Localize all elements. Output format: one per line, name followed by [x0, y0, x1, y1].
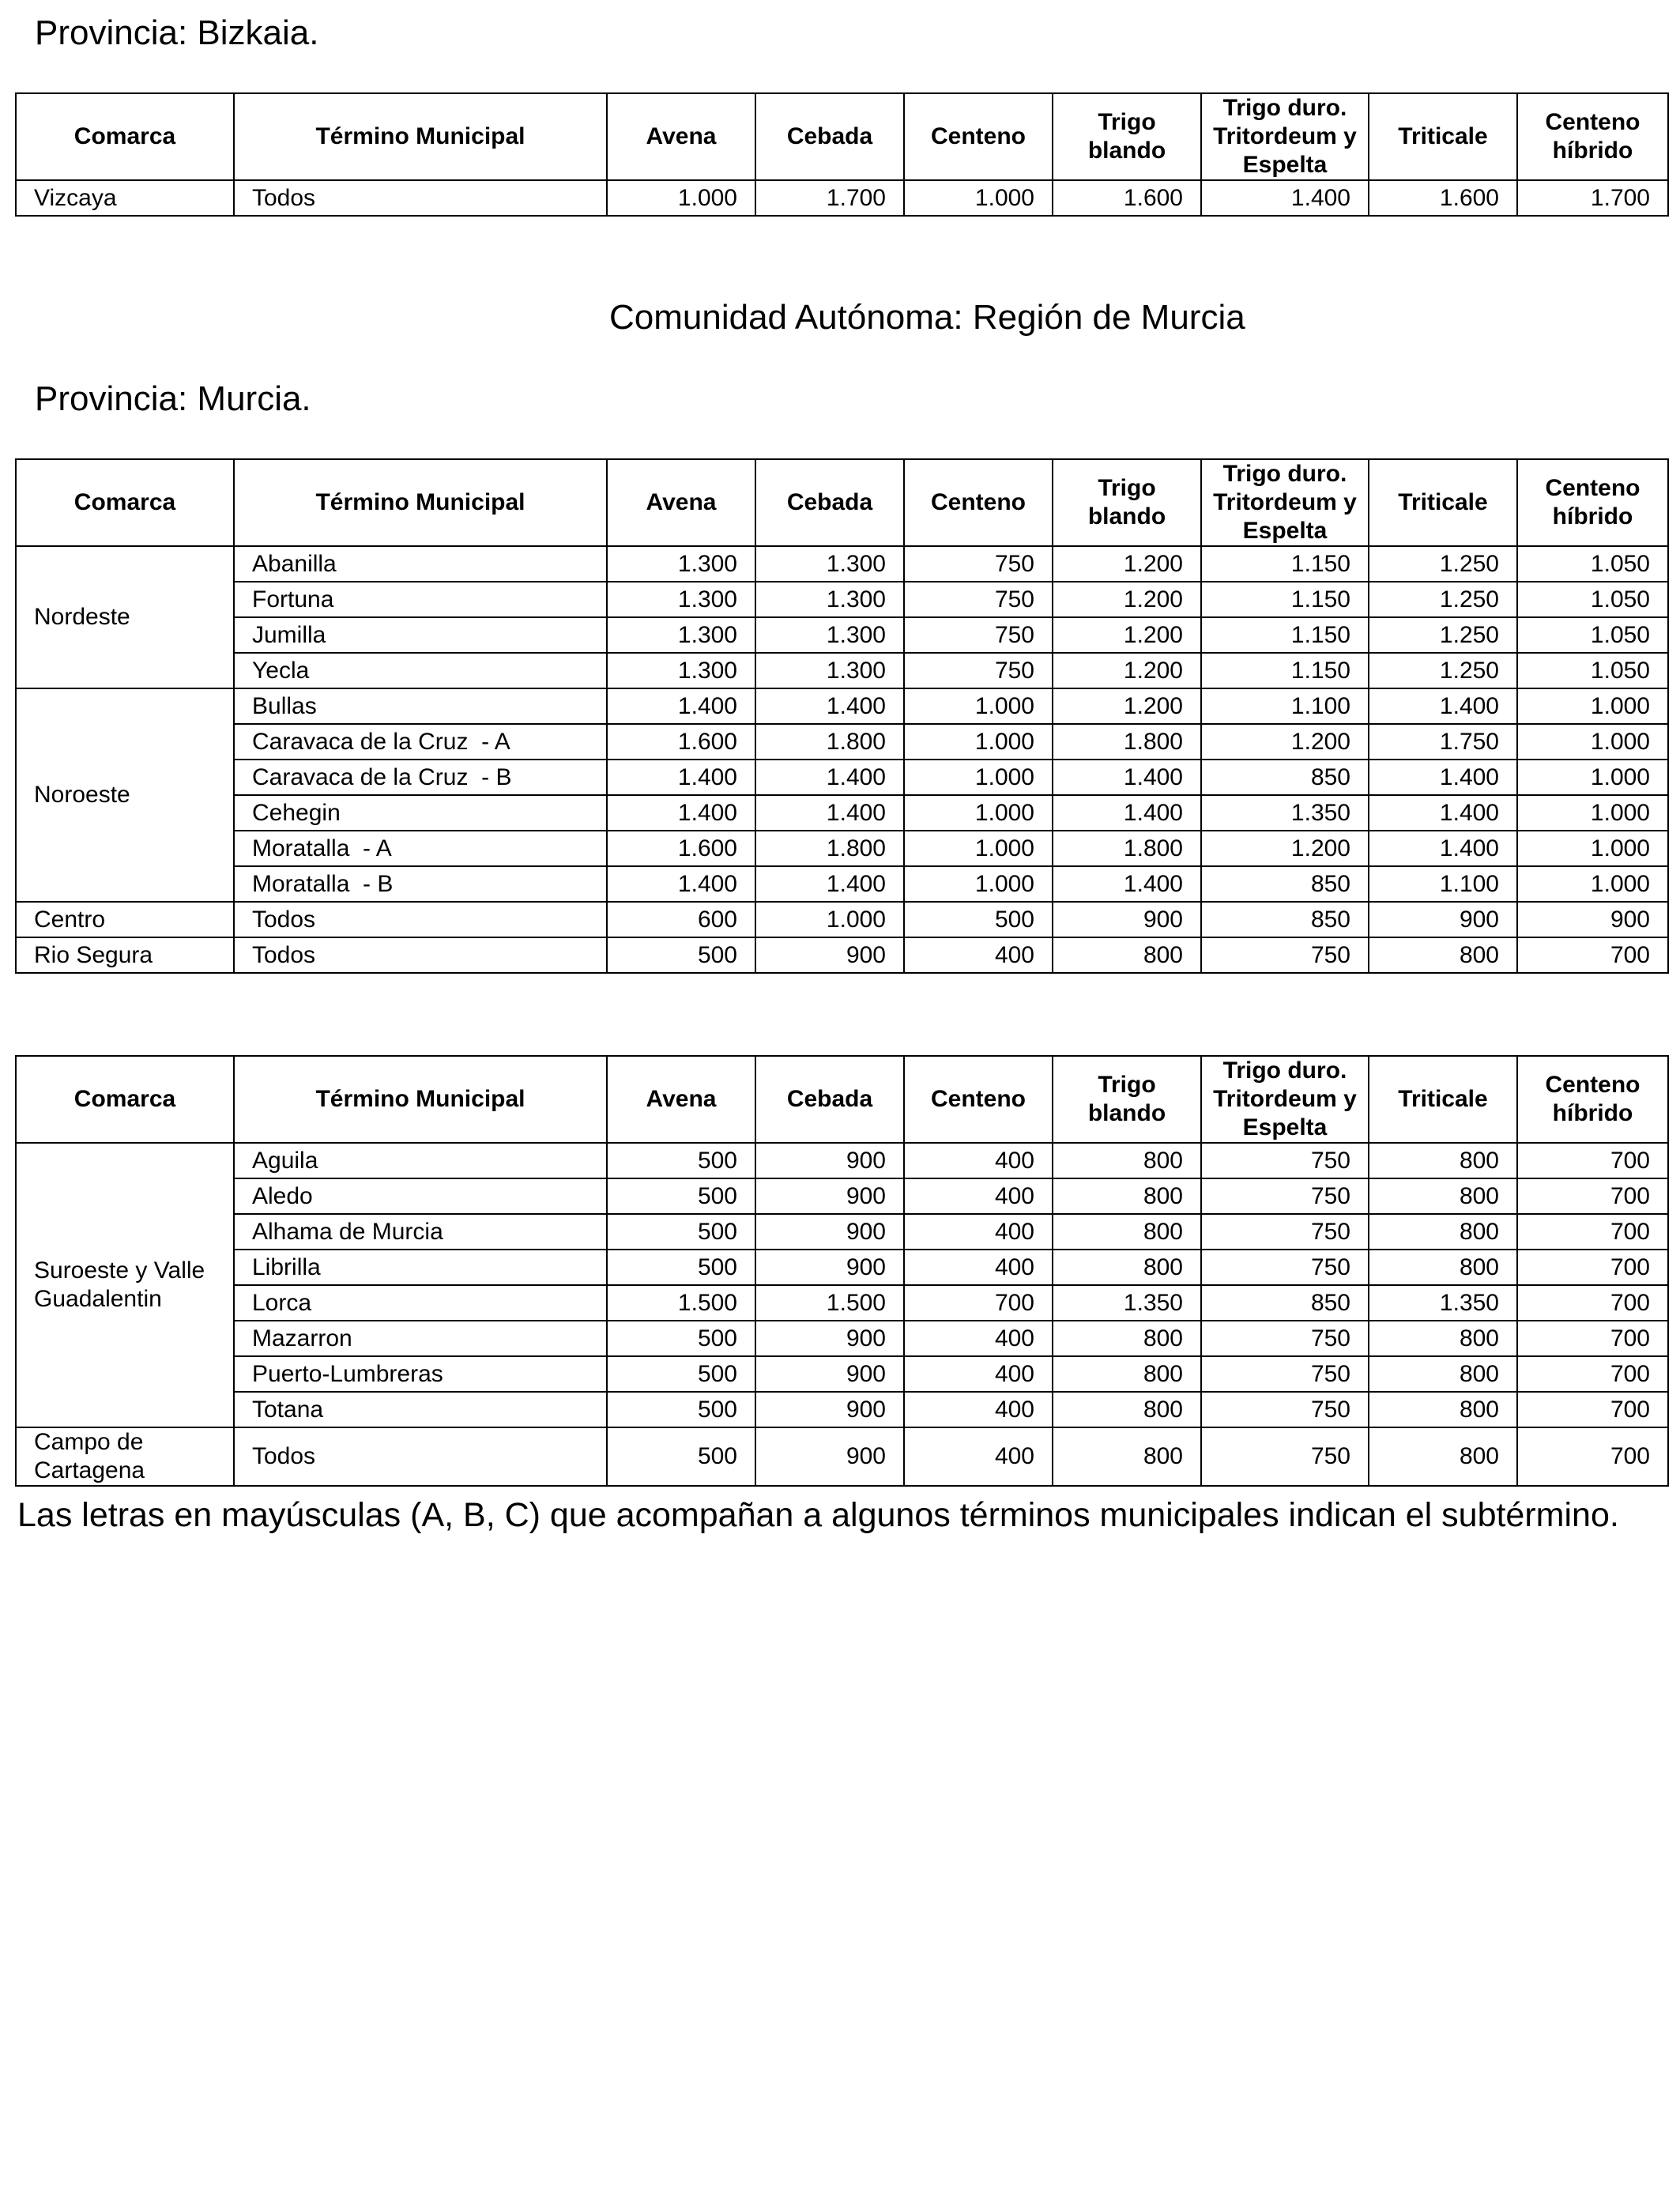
value-cell: 1.000: [607, 180, 755, 216]
value-cell: 750: [904, 617, 1053, 653]
value-cell: 1.400: [607, 688, 755, 724]
value-cell: 1.400: [607, 760, 755, 795]
comarca-cell: Centro: [16, 902, 234, 937]
value-cell: 800: [1369, 1321, 1517, 1356]
value-cell: 400: [904, 1392, 1053, 1427]
value-cell: 800: [1053, 1214, 1201, 1250]
column-header: Comarca: [16, 1056, 234, 1143]
value-cell: 1.250: [1369, 582, 1517, 617]
municipio-cell: Mazarron: [234, 1321, 607, 1356]
column-header: Término Municipal: [234, 459, 607, 546]
column-header: Trigo duro. Tritordeum y Espelta: [1201, 1056, 1369, 1143]
yield-table-murcia-south: [15, 1055, 1669, 1487]
value-cell: 800: [1369, 1356, 1517, 1392]
municipio-cell: Librilla: [234, 1250, 607, 1285]
value-cell: 1.300: [607, 582, 755, 617]
column-header: Trigo blando: [1053, 93, 1201, 180]
value-cell: 1.000: [904, 760, 1053, 795]
municipio-cell: Lorca: [234, 1285, 607, 1321]
table-row: [16, 866, 1668, 902]
column-header: Triticale: [1369, 1056, 1517, 1143]
value-cell: 500: [607, 937, 755, 973]
value-cell: 1.000: [904, 724, 1053, 760]
value-cell: 1.150: [1201, 582, 1369, 617]
value-cell: 500: [607, 1250, 755, 1285]
value-cell: 500: [607, 1178, 755, 1214]
municipio-cell: Todos: [234, 1427, 607, 1486]
comarca-cell: Campo de Cartagena: [16, 1427, 234, 1486]
value-cell: 1.400: [755, 866, 904, 902]
value-cell: 800: [1053, 1143, 1201, 1178]
value-cell: 1.500: [607, 1285, 755, 1321]
value-cell: 750: [1201, 1250, 1369, 1285]
value-cell: 1.400: [1369, 688, 1517, 724]
comarca-cell: Rio Segura: [16, 937, 234, 973]
value-cell: 1.700: [755, 180, 904, 216]
value-cell: 500: [607, 1143, 755, 1178]
value-cell: 1.200: [1053, 582, 1201, 617]
table-row: [16, 546, 1668, 582]
value-cell: 1.200: [1053, 617, 1201, 653]
column-header: Centeno: [904, 93, 1053, 180]
value-cell: 1.600: [1369, 180, 1517, 216]
value-cell: 900: [755, 1214, 904, 1250]
value-cell: 900: [755, 1143, 904, 1178]
value-cell: 500: [607, 1356, 755, 1392]
column-header: Centeno híbrido: [1517, 459, 1668, 546]
value-cell: 800: [1369, 1392, 1517, 1427]
value-cell: 1.150: [1201, 617, 1369, 653]
value-cell: 1.600: [607, 831, 755, 866]
municipio-cell: Bullas: [234, 688, 607, 724]
value-cell: 500: [607, 1392, 755, 1427]
value-cell: 750: [1201, 1356, 1369, 1392]
value-cell: 1.200: [1201, 831, 1369, 866]
value-cell: 900: [755, 1250, 904, 1285]
value-cell: 700: [1517, 1143, 1668, 1178]
value-cell: 1.400: [607, 866, 755, 902]
value-cell: 1.200: [1053, 688, 1201, 724]
value-cell: 1.300: [607, 617, 755, 653]
value-cell: 700: [1517, 1392, 1668, 1427]
municipio-cell: Alhama de Murcia: [234, 1214, 607, 1250]
value-cell: 1.300: [755, 653, 904, 688]
value-cell: 800: [1369, 1427, 1517, 1486]
value-cell: 900: [755, 1392, 904, 1427]
value-cell: 1.000: [1517, 795, 1668, 831]
value-cell: 400: [904, 1214, 1053, 1250]
value-cell: 400: [904, 1250, 1053, 1285]
column-header: Centeno híbrido: [1517, 1056, 1668, 1143]
value-cell: 1.000: [904, 831, 1053, 866]
yield-table-bizkaia: [15, 92, 1669, 217]
value-cell: 800: [1053, 1178, 1201, 1214]
municipio-cell: Puerto-Lumbreras: [234, 1356, 607, 1392]
column-header: Término Municipal: [234, 93, 607, 180]
value-cell: 750: [1201, 1214, 1369, 1250]
value-cell: 1.200: [1053, 546, 1201, 582]
municipio-cell: Fortuna: [234, 582, 607, 617]
column-header: Trigo blando: [1053, 1056, 1201, 1143]
value-cell: 1.200: [1053, 653, 1201, 688]
column-header: Triticale: [1369, 93, 1517, 180]
value-cell: 850: [1201, 902, 1369, 937]
value-cell: 900: [755, 937, 904, 973]
value-cell: 1.250: [1369, 617, 1517, 653]
table-row: [16, 1143, 1668, 1178]
value-cell: 700: [1517, 1214, 1668, 1250]
table-row: [16, 1285, 1668, 1321]
value-cell: 750: [904, 653, 1053, 688]
value-cell: 1.750: [1369, 724, 1517, 760]
table-row: [16, 1427, 1668, 1486]
value-cell: 800: [1369, 937, 1517, 973]
value-cell: 750: [904, 582, 1053, 617]
table-row: [16, 653, 1668, 688]
value-cell: 1.000: [1517, 866, 1668, 902]
comarca-cell: Noroeste: [16, 688, 234, 902]
column-header: Cebada: [755, 93, 904, 180]
column-header: Trigo duro. Tritordeum y Espelta: [1201, 93, 1369, 180]
value-cell: 1.400: [755, 688, 904, 724]
column-header: Trigo blando: [1053, 459, 1201, 546]
value-cell: 800: [1369, 1214, 1517, 1250]
value-cell: 800: [1053, 1356, 1201, 1392]
column-header: Avena: [607, 93, 755, 180]
value-cell: 1.300: [755, 582, 904, 617]
value-cell: 1.050: [1517, 653, 1668, 688]
table-row: [16, 1321, 1668, 1356]
value-cell: 850: [1201, 866, 1369, 902]
value-cell: 700: [904, 1285, 1053, 1321]
value-cell: 750: [1201, 1321, 1369, 1356]
table-row: [16, 582, 1668, 617]
table-row: [16, 1392, 1668, 1427]
table-row: [16, 180, 1668, 216]
municipio-cell: Caravaca de la Cruz - A: [234, 724, 607, 760]
value-cell: 1.300: [755, 617, 904, 653]
value-cell: 750: [1201, 1392, 1369, 1427]
value-cell: 1.400: [1369, 760, 1517, 795]
table-row: [16, 1178, 1668, 1214]
value-cell: 1.300: [755, 546, 904, 582]
value-cell: 1.100: [1201, 688, 1369, 724]
value-cell: 1.800: [1053, 724, 1201, 760]
table-row: [16, 902, 1668, 937]
value-cell: 900: [755, 1321, 904, 1356]
value-cell: 500: [607, 1214, 755, 1250]
value-cell: 800: [1053, 1321, 1201, 1356]
comarca-cell: Vizcaya: [16, 180, 234, 216]
value-cell: 1.150: [1201, 653, 1369, 688]
value-cell: 1.150: [1201, 546, 1369, 582]
value-cell: 1.600: [607, 724, 755, 760]
comunidad-murcia-heading: Comunidad Autónoma: Región de Murcia: [609, 298, 1245, 337]
value-cell: 1.800: [755, 724, 904, 760]
value-cell: 800: [1053, 1427, 1201, 1486]
value-cell: 750: [1201, 1178, 1369, 1214]
comarca-cell: Nordeste: [16, 546, 234, 688]
provincia-murcia-heading: Provincia: Murcia.: [35, 379, 311, 418]
value-cell: 700: [1517, 1285, 1668, 1321]
value-cell: 700: [1517, 937, 1668, 973]
value-cell: 500: [904, 902, 1053, 937]
municipio-cell: Totana: [234, 1392, 607, 1427]
value-cell: 900: [755, 1178, 904, 1214]
table-row: [16, 1250, 1668, 1285]
column-header: Comarca: [16, 459, 234, 546]
value-cell: 1.200: [1201, 724, 1369, 760]
value-cell: 1.300: [607, 653, 755, 688]
value-cell: 400: [904, 937, 1053, 973]
comarca-cell: Suroeste y Valle Guadalentin: [16, 1143, 234, 1427]
value-cell: 800: [1369, 1178, 1517, 1214]
value-cell: 1.100: [1369, 866, 1517, 902]
value-cell: 850: [1201, 1285, 1369, 1321]
value-cell: 1.400: [1369, 795, 1517, 831]
value-cell: 900: [1053, 902, 1201, 937]
value-cell: 1.400: [1369, 831, 1517, 866]
municipio-cell: Todos: [234, 180, 607, 216]
value-cell: 700: [1517, 1321, 1668, 1356]
municipio-cell: Cehegin: [234, 795, 607, 831]
value-cell: 1.500: [755, 1285, 904, 1321]
value-cell: 1.000: [755, 902, 904, 937]
value-cell: 1.000: [1517, 724, 1668, 760]
value-cell: 850: [1201, 760, 1369, 795]
municipio-cell: Todos: [234, 937, 607, 973]
header-row: [16, 93, 1668, 180]
municipio-cell: Caravaca de la Cruz - B: [234, 760, 607, 795]
value-cell: 700: [1517, 1427, 1668, 1486]
table-row: [16, 795, 1668, 831]
value-cell: 900: [755, 1356, 904, 1392]
table-row: [16, 831, 1668, 866]
header-row: [16, 1056, 1668, 1143]
value-cell: 1.350: [1201, 795, 1369, 831]
column-header: Trigo duro. Tritordeum y Espelta: [1201, 459, 1369, 546]
column-header: Cebada: [755, 459, 904, 546]
column-header: Cebada: [755, 1056, 904, 1143]
column-header: Centeno híbrido: [1517, 93, 1668, 180]
value-cell: 1.400: [1201, 180, 1369, 216]
column-header: Avena: [607, 1056, 755, 1143]
column-header: Término Municipal: [234, 1056, 607, 1143]
column-header: Avena: [607, 459, 755, 546]
value-cell: 1.400: [1053, 760, 1201, 795]
value-cell: 1.400: [755, 795, 904, 831]
value-cell: 400: [904, 1356, 1053, 1392]
value-cell: 1.000: [904, 795, 1053, 831]
value-cell: 1.000: [1517, 688, 1668, 724]
value-cell: 700: [1517, 1356, 1668, 1392]
table-row: [16, 724, 1668, 760]
value-cell: 1.050: [1517, 617, 1668, 653]
value-cell: 800: [1053, 1250, 1201, 1285]
column-header: Centeno: [904, 459, 1053, 546]
value-cell: 1.000: [1517, 760, 1668, 795]
column-header: Triticale: [1369, 459, 1517, 546]
value-cell: 400: [904, 1143, 1053, 1178]
municipio-cell: Abanilla: [234, 546, 607, 582]
value-cell: 500: [607, 1321, 755, 1356]
municipio-cell: Jumilla: [234, 617, 607, 653]
municipio-cell: Yecla: [234, 653, 607, 688]
municipio-cell: Aledo: [234, 1178, 607, 1214]
municipio-cell: Aguila: [234, 1143, 607, 1178]
footnote: Las letras en mayúsculas (A, B, C) que acompañan a algunos términos municipales indican el subtérmino.: [17, 1496, 1619, 1534]
value-cell: 1.300: [607, 546, 755, 582]
value-cell: 500: [607, 1427, 755, 1486]
value-cell: 1.350: [1369, 1285, 1517, 1321]
municipio-cell: Moratalla - B: [234, 866, 607, 902]
value-cell: 800: [1369, 1143, 1517, 1178]
value-cell: 1.000: [904, 688, 1053, 724]
column-header: Comarca: [16, 93, 234, 180]
value-cell: 750: [1201, 1143, 1369, 1178]
table-row: [16, 1356, 1668, 1392]
value-cell: 1.400: [755, 760, 904, 795]
value-cell: 900: [1369, 902, 1517, 937]
value-cell: 1.800: [1053, 831, 1201, 866]
value-cell: 800: [1053, 1392, 1201, 1427]
value-cell: 1.000: [904, 866, 1053, 902]
value-cell: 1.250: [1369, 546, 1517, 582]
value-cell: 1.000: [1517, 831, 1668, 866]
value-cell: 1.800: [755, 831, 904, 866]
table-row: [16, 617, 1668, 653]
value-cell: 1.050: [1517, 546, 1668, 582]
value-cell: 750: [1201, 1427, 1369, 1486]
value-cell: 1.250: [1369, 653, 1517, 688]
column-header: Centeno: [904, 1056, 1053, 1143]
value-cell: 1.700: [1517, 180, 1668, 216]
value-cell: 750: [1201, 937, 1369, 973]
yield-table-murcia-north: [15, 458, 1669, 974]
value-cell: 1.350: [1053, 1285, 1201, 1321]
value-cell: 800: [1369, 1250, 1517, 1285]
municipio-cell: Moratalla - A: [234, 831, 607, 866]
municipio-cell: Todos: [234, 902, 607, 937]
value-cell: 1.050: [1517, 582, 1668, 617]
value-cell: 1.400: [1053, 795, 1201, 831]
value-cell: 900: [1517, 902, 1668, 937]
table-row: [16, 1214, 1668, 1250]
value-cell: 1.400: [607, 795, 755, 831]
table-row: [16, 760, 1668, 795]
value-cell: 1.600: [1053, 180, 1201, 216]
value-cell: 700: [1517, 1250, 1668, 1285]
value-cell: 400: [904, 1321, 1053, 1356]
header-row: [16, 459, 1668, 546]
value-cell: 600: [607, 902, 755, 937]
provincia-bizkaia-heading: Provincia: Bizkaia.: [35, 13, 319, 52]
value-cell: 800: [1053, 937, 1201, 973]
value-cell: 700: [1517, 1178, 1668, 1214]
value-cell: 900: [755, 1427, 904, 1486]
value-cell: 1.400: [1053, 866, 1201, 902]
value-cell: 400: [904, 1178, 1053, 1214]
table-row: [16, 688, 1668, 724]
table-row: [16, 937, 1668, 973]
value-cell: 1.000: [904, 180, 1053, 216]
value-cell: 400: [904, 1427, 1053, 1486]
value-cell: 750: [904, 546, 1053, 582]
